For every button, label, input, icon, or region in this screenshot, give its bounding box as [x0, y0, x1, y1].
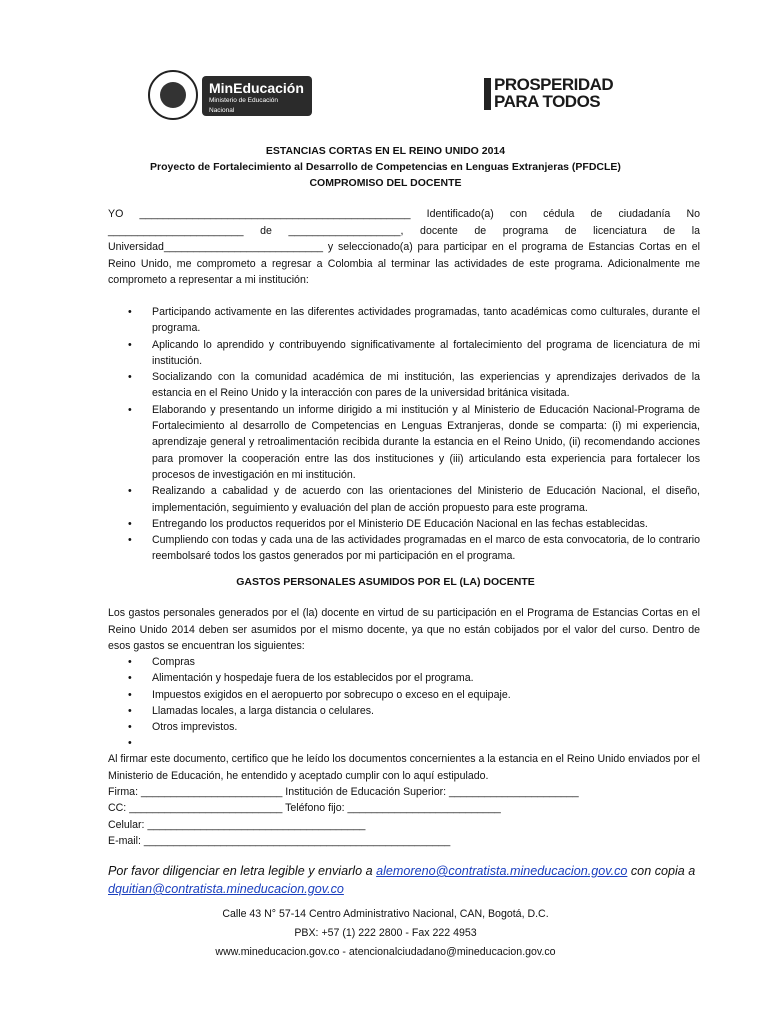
expense-item-text: Compras	[152, 656, 195, 668]
expenses-title: GASTOS PERSONALES ASUMIDOS POR EL (LA) DOCENTE	[236, 576, 535, 588]
expense-item-text: Llamadas locales, a larga distancia o celulares.	[152, 704, 375, 717]
bullet-icon: •	[128, 517, 132, 530]
expenses-paragraph: Los gastos personales generados por el (la) docente en virtud de su participación en el Programa de Estancias Cortas en el Reino Unido 2014 deben ser asumidos por el mismo docente, ya que no están cobijados por el valor del curso. Dentro de esos gastos se encuentran los siguientes:	[108, 607, 700, 652]
prosperidad-logo: PROSPERIDAD PARA TODOS	[484, 72, 624, 112]
commitment-item	[108, 483, 700, 516]
expense-item	[108, 654, 700, 670]
commitment-item-text: Realizando a cabalidad y de acuerdo con las orientaciones del Ministerio de Educación Nacional, el diseño, implementación, seguimiento y evaluación del plan de acción propuesto para este programa.	[152, 485, 700, 514]
bullet-icon: •	[128, 656, 132, 668]
footer-web[interactable]: www.mineducacion.gov.co - atencionalciudadano@mineducacion.gov.co	[215, 946, 556, 958]
certify-paragraph: Al firmar este documento, certifico que he leído los documentos concernientes a la estancia en el Reino Unido enviados por el Ministerio de Educación, he entendido y aceptado cumplir con lo aquí estipulado.	[108, 753, 700, 782]
mineducacion-logo: MinEducación Ministerio de Educación Nacional	[202, 76, 312, 116]
cc-field: CC: __________________________ Teléfono fijo: __________________________	[108, 802, 501, 814]
bullet-icon: •	[128, 737, 132, 750]
intro-paragraph: YO ______________________________________________ Identificado(a) con cédula de ciudadanía No _______________________ de ___________________, docente de programa de licenciatura de la Universidad___________________________ y seleccionado(a) para participar en el programa de Estancias Cortas en el Reino Unido, me comprometo a regresar a Colombia al terminar las actividades de este programa. Adicionalmente me comprometo a representar a mi institución:	[108, 208, 700, 286]
expense-item-text: Alimentación y hospedaje fuera de los establecidos por el programa.	[152, 672, 474, 685]
bullet-icon: •	[128, 403, 132, 416]
email-link-dquitian[interactable]: dquitian@contratista.mineducacion.gov.co	[108, 882, 344, 896]
expense-item-text: Impuestos exigidos en el aeropuerto por sobrecupo o exceso en el equipaje.	[152, 688, 511, 701]
bullet-icon: •	[128, 688, 132, 701]
bullet-icon: •	[128, 306, 132, 318]
expense-item	[108, 687, 700, 703]
bullet-icon: •	[128, 534, 132, 547]
expenses-list	[108, 654, 700, 752]
commitment-item	[108, 516, 700, 532]
bullet-icon: •	[128, 338, 132, 351]
commitment-item-text: Participando activamente en las diferentes actividades programadas, tanto académicas como culturales, durante el programa.	[152, 306, 700, 335]
commitment-item-text: Cumpliendo con todas y cada una de las actividades programadas en el marco de esta convocatoria, de lo contrario reembolsaré todos los gastos generados por mi participación en el programa.	[152, 534, 700, 563]
commitment-item	[108, 337, 700, 370]
doc-title: ESTANCIAS CORTAS EN EL REINO UNIDO 2014	[265, 145, 506, 157]
bullet-icon: •	[128, 721, 132, 734]
expense-item-text: Otros imprevistos.	[152, 721, 238, 734]
expense-item	[108, 735, 700, 751]
celular-field: Celular: _____________________________________	[108, 819, 366, 831]
commitment-item-text: Socializando con la comunidad académica de mi institución, las experiencias y aprendizajes derivados de la estancia en el Reino Unido y la interacción con pares de la universidad británica visitada.	[152, 371, 700, 400]
commitment-item-text: Elaborando y presentando un informe dirigido a mi institución y al Ministerio de Educación Nacional-Programa de Fortalecimiento al desarrollo de Competencias en Lenguas Extranjeras, donde se comparta: (i) mi experiencia, aprendizaje general y retroalimentación recibida durante la estancia en el Reino Unido, (ii) recomendando acciones para promover la cooperación entre las dos instituciones y (iii) articulando esta experiencia para fortalecer los procesos de investigación en mi institución.	[152, 403, 700, 481]
footer-phone: PBX: +57 (1) 222 2800 - Fax 222 4953	[294, 927, 477, 939]
colombia-seal-icon	[148, 70, 198, 120]
bullet-icon: •	[128, 672, 132, 685]
commitment-item	[108, 532, 700, 565]
bullet-icon: •	[128, 371, 132, 384]
expense-item	[108, 670, 700, 686]
doc-section-title: COMPROMISO DEL DOCENTE	[309, 177, 462, 189]
expense-item	[108, 719, 700, 735]
commitment-item	[108, 369, 700, 402]
email-link-alemoreno[interactable]: alemoreno@contratista.mineducacion.gov.co	[376, 864, 628, 878]
commitment-item	[108, 402, 700, 483]
commitment-item-text: Aplicando lo aprendido y contribuyendo significativamente al fortalecimiento del programa de licenciatura de mi institución.	[152, 338, 700, 367]
bullet-icon: •	[128, 485, 132, 498]
submission-note: Por favor diligenciar en letra legible y enviarlo a alemoreno@contratista.mineducacion.gov.co con copia a dquitian@contratista.mineducacion.gov.co	[108, 864, 696, 896]
email-field: E-mail: ____________________________________________________	[108, 835, 451, 847]
footer-address: Calle 43 N° 57-14 Centro Administrativo Nacional, CAN, Bogotá, D.C.	[222, 908, 549, 920]
commitment-item-text: Entregando los productos requeridos por el Ministerio DE Educación Nacional en las fechas establecidas.	[152, 517, 648, 530]
commitments-list	[108, 304, 700, 565]
expense-item	[108, 703, 700, 719]
header	[148, 68, 668, 124]
bullet-icon: •	[128, 704, 132, 717]
commitment-item	[108, 304, 700, 337]
doc-subtitle: Proyecto de Fortalecimiento al Desarrollo de Competencias en Lenguas Extranjeras (PFDCLE)	[150, 161, 621, 173]
firma-field: Firma: ________________________ Institución de Educación Superior: ______________________	[108, 786, 579, 798]
